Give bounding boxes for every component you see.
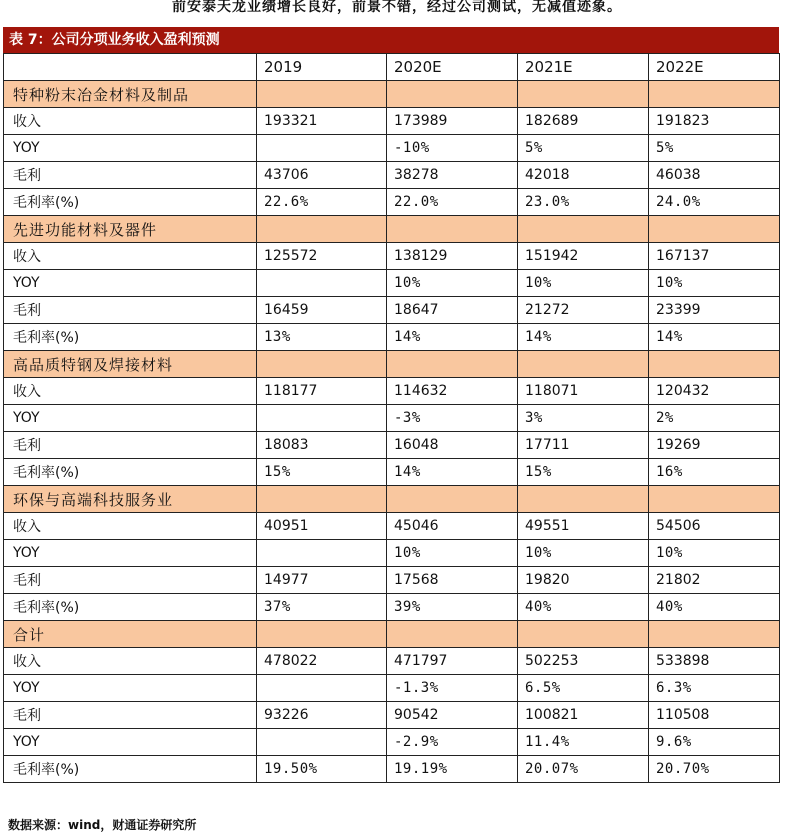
row-label: YOY: [4, 270, 257, 297]
table-row: [4, 567, 780, 594]
value-cell: 20.07%: [518, 756, 649, 783]
row-label: 毛利率(%): [4, 756, 257, 783]
value-cell: [387, 81, 518, 108]
value-cell: 22.6%: [257, 189, 387, 216]
value-cell: [387, 351, 518, 378]
value-cell: 19269: [649, 432, 780, 459]
value-cell: 478022: [257, 648, 387, 675]
value-cell: 19.50%: [257, 756, 387, 783]
value-cell: 3%: [518, 405, 649, 432]
value-cell: 19.19%: [387, 756, 518, 783]
value-cell: 10%: [387, 270, 518, 297]
table-row: [4, 189, 780, 216]
row-label: 收入: [4, 108, 257, 135]
value-cell: 2%: [649, 405, 780, 432]
row-label: YOY: [4, 135, 257, 162]
value-cell: 14%: [649, 324, 780, 351]
value-cell: 193321: [257, 108, 387, 135]
intro-text: 前安泰天龙业绩增长良好，前景不错，经过公司测试，无减值迹象。: [172, 0, 622, 15]
header-year-cell: 2022E: [649, 54, 780, 81]
section-label: 特种粉末冶金材料及制品: [4, 81, 257, 108]
value-cell: 19820: [518, 567, 649, 594]
value-cell: [257, 729, 387, 756]
table-row: [4, 162, 780, 189]
header-row: [4, 54, 780, 81]
value-cell: [257, 486, 387, 513]
value-cell: -10%: [387, 135, 518, 162]
table-row: [4, 378, 780, 405]
value-cell: [257, 405, 387, 432]
value-cell: [518, 486, 649, 513]
value-cell: 125572: [257, 243, 387, 270]
row-label: YOY: [4, 729, 257, 756]
value-cell: 14%: [518, 324, 649, 351]
table-row: [4, 270, 780, 297]
value-cell: -3%: [387, 405, 518, 432]
value-cell: 10%: [518, 540, 649, 567]
value-cell: 6.3%: [649, 675, 780, 702]
value-cell: 11.4%: [518, 729, 649, 756]
value-cell: [387, 486, 518, 513]
value-cell: 46038: [649, 162, 780, 189]
value-cell: 173989: [387, 108, 518, 135]
value-cell: 21802: [649, 567, 780, 594]
value-cell: 18647: [387, 297, 518, 324]
table-row: [4, 702, 780, 729]
value-cell: 21272: [518, 297, 649, 324]
section-label: 环保与高端科技服务业: [4, 486, 257, 513]
row-label: 毛利率(%): [4, 189, 257, 216]
value-cell: [518, 216, 649, 243]
value-cell: 20.70%: [649, 756, 780, 783]
value-cell: [257, 135, 387, 162]
header-year-cell: 2021E: [518, 54, 649, 81]
row-label: 收入: [4, 378, 257, 405]
table-row: [4, 540, 780, 567]
value-cell: [649, 81, 780, 108]
section-row: [4, 216, 780, 243]
value-cell: [257, 351, 387, 378]
value-cell: -2.9%: [387, 729, 518, 756]
table-row: [4, 297, 780, 324]
row-label: YOY: [4, 405, 257, 432]
table-row: [4, 648, 780, 675]
value-cell: [257, 675, 387, 702]
table-row: [4, 756, 780, 783]
value-cell: 5%: [518, 135, 649, 162]
value-cell: 118177: [257, 378, 387, 405]
value-cell: [257, 81, 387, 108]
table-row: [4, 459, 780, 486]
value-cell: 471797: [387, 648, 518, 675]
value-cell: [649, 216, 780, 243]
value-cell: 22.0%: [387, 189, 518, 216]
row-label: 毛利: [4, 432, 257, 459]
value-cell: 54506: [649, 513, 780, 540]
value-cell: 23399: [649, 297, 780, 324]
row-label: 收入: [4, 648, 257, 675]
value-cell: 40951: [257, 513, 387, 540]
value-cell: 23.0%: [518, 189, 649, 216]
table-row: [4, 432, 780, 459]
value-cell: 14%: [387, 459, 518, 486]
header-year-cell: 2020E: [387, 54, 518, 81]
table-row: [4, 324, 780, 351]
value-cell: 6.5%: [518, 675, 649, 702]
value-cell: 114632: [387, 378, 518, 405]
value-cell: 14%: [387, 324, 518, 351]
value-cell: 15%: [518, 459, 649, 486]
value-cell: [518, 351, 649, 378]
table-row: [4, 594, 780, 621]
table-row: [4, 135, 780, 162]
value-cell: 502253: [518, 648, 649, 675]
table-row: [4, 729, 780, 756]
value-cell: 182689: [518, 108, 649, 135]
row-label: 收入: [4, 243, 257, 270]
value-cell: [387, 216, 518, 243]
value-cell: 39%: [387, 594, 518, 621]
header-year-cell: 2019: [257, 54, 387, 81]
row-label: 毛利: [4, 297, 257, 324]
value-cell: 10%: [649, 540, 780, 567]
value-cell: -1.3%: [387, 675, 518, 702]
value-cell: 10%: [649, 270, 780, 297]
value-cell: 10%: [518, 270, 649, 297]
row-label: 毛利: [4, 162, 257, 189]
table-row: [4, 675, 780, 702]
value-cell: 43706: [257, 162, 387, 189]
section-label: 合计: [4, 621, 257, 648]
value-cell: 118071: [518, 378, 649, 405]
value-cell: 138129: [387, 243, 518, 270]
value-cell: 14977: [257, 567, 387, 594]
value-cell: 40%: [649, 594, 780, 621]
section-label: 先进功能材料及器件: [4, 216, 257, 243]
value-cell: [649, 486, 780, 513]
table-row: [4, 243, 780, 270]
value-cell: 37%: [257, 594, 387, 621]
header-corner-cell: [4, 54, 257, 81]
value-cell: [257, 216, 387, 243]
source-note: 数据来源：wind，财通证券研究所: [8, 818, 197, 832]
value-cell: 13%: [257, 324, 387, 351]
value-cell: 5%: [649, 135, 780, 162]
value-cell: 18083: [257, 432, 387, 459]
section-row: [4, 81, 780, 108]
value-cell: 533898: [649, 648, 780, 675]
value-cell: [387, 621, 518, 648]
value-cell: 38278: [387, 162, 518, 189]
value-cell: [649, 621, 780, 648]
value-cell: 110508: [649, 702, 780, 729]
value-cell: [649, 351, 780, 378]
value-cell: [257, 540, 387, 567]
row-label: 毛利率(%): [4, 459, 257, 486]
section-label: 高品质特钢及焊接材料: [4, 351, 257, 378]
value-cell: 16048: [387, 432, 518, 459]
value-cell: 24.0%: [649, 189, 780, 216]
table-title: 表 7：公司分项业务收入盈利预测: [3, 27, 779, 53]
row-label: 收入: [4, 513, 257, 540]
row-label: YOY: [4, 540, 257, 567]
value-cell: 15%: [257, 459, 387, 486]
value-cell: 16%: [649, 459, 780, 486]
value-cell: 151942: [518, 243, 649, 270]
row-label: 毛利率(%): [4, 324, 257, 351]
value-cell: 9.6%: [649, 729, 780, 756]
value-cell: 17568: [387, 567, 518, 594]
value-cell: 16459: [257, 297, 387, 324]
row-label: YOY: [4, 675, 257, 702]
section-row: [4, 486, 780, 513]
value-cell: 191823: [649, 108, 780, 135]
value-cell: 45046: [387, 513, 518, 540]
row-label: 毛利率(%): [4, 594, 257, 621]
value-cell: [518, 621, 649, 648]
value-cell: 17711: [518, 432, 649, 459]
section-row: [4, 621, 780, 648]
value-cell: 40%: [518, 594, 649, 621]
value-cell: 90542: [387, 702, 518, 729]
value-cell: 93226: [257, 702, 387, 729]
value-cell: 10%: [387, 540, 518, 567]
value-cell: 49551: [518, 513, 649, 540]
table-row: [4, 108, 780, 135]
table-row: [4, 513, 780, 540]
value-cell: 120432: [649, 378, 780, 405]
value-cell: 100821: [518, 702, 649, 729]
table-row: [4, 405, 780, 432]
row-label: 毛利: [4, 567, 257, 594]
value-cell: 42018: [518, 162, 649, 189]
forecast-table: [3, 53, 780, 783]
section-row: [4, 351, 780, 378]
row-label: 毛利: [4, 702, 257, 729]
value-cell: 167137: [649, 243, 780, 270]
value-cell: [518, 81, 649, 108]
value-cell: [257, 270, 387, 297]
value-cell: [257, 621, 387, 648]
